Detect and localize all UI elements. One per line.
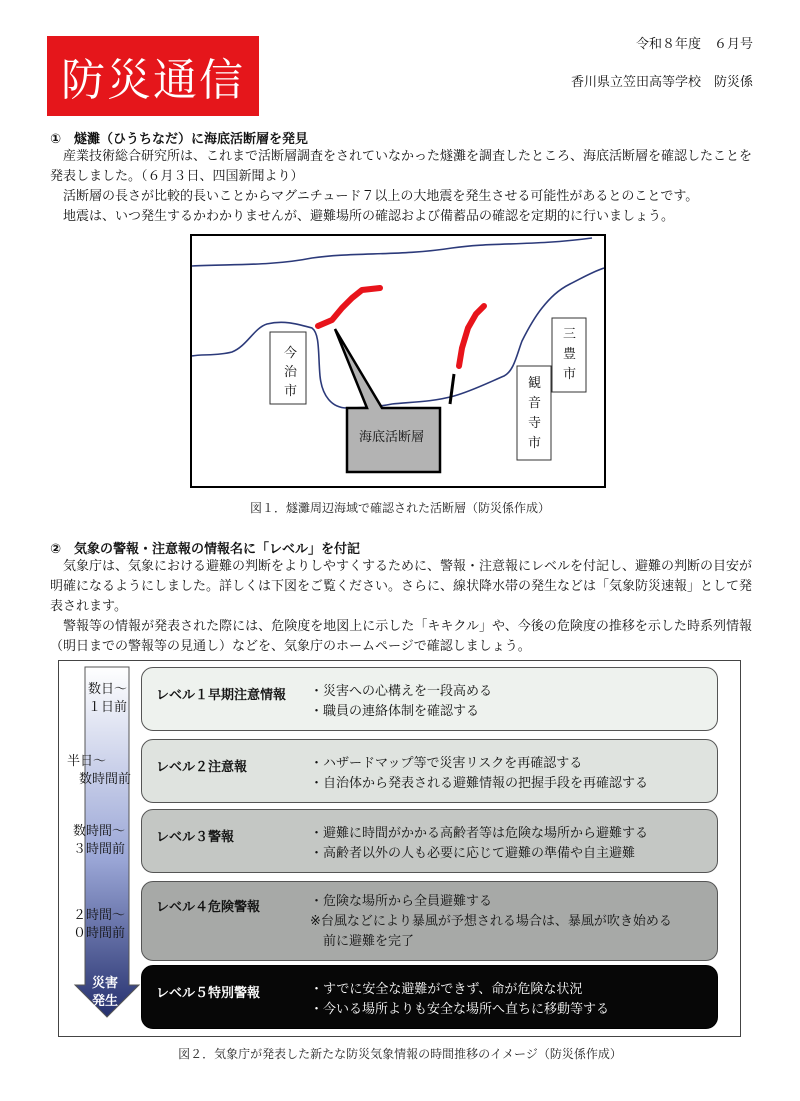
kanonji-label: 観音寺市 — [528, 376, 542, 451]
level-4-desc — [310, 892, 672, 952]
fault-line-east — [459, 306, 484, 366]
time-label-line: ２時間～ — [73, 908, 126, 923]
section2-body — [50, 557, 752, 657]
level-5-line: ・今いる場所よりも安全な場所へ直ちに移動等する — [310, 1002, 610, 1017]
toyo-label: 三豊市 — [563, 327, 577, 382]
issue-label: 令和８年度 ６月号 — [635, 37, 753, 52]
level-4-box — [141, 881, 718, 961]
level-1-line: ・職員の連絡体制を確認する — [310, 704, 480, 719]
time-label-4 — [73, 907, 143, 943]
time-label-line: 数時間～ — [73, 824, 126, 839]
title-banner — [47, 36, 259, 116]
fault-line-west — [318, 288, 380, 326]
level-2-box — [141, 739, 718, 803]
time-label-5 — [92, 975, 132, 1011]
level-4-line: ・危険な場所から全員避難する — [310, 894, 493, 909]
section2-paragraph: 気象庁は、気象における避難の判断をよりしやすくするために、警報・注意報にレベルを付記し、避難の判断の目安が明確になるようにしました。詳しくは下図をご覧ください。さらに、線状降水帯の発生などは「気象防災速報」として発表されます。 — [50, 559, 753, 614]
level-1-line: ・災害への心構えを一段高める — [310, 684, 493, 699]
level-1-desc — [310, 682, 492, 722]
level-2-line: ・自治体から発表される避難情報の把握手段を再確認する — [310, 776, 649, 791]
time-label-line: 数日～ — [87, 682, 127, 697]
section1-paragraph: 地震は、いつ発生するかわかりませんが、避難場所の確認および備蓄品の確認を定期的に行いましょう。 — [63, 209, 675, 224]
callout-pointer — [450, 374, 454, 404]
time-label-line: 数時間前 — [79, 772, 132, 787]
imabari-label: 今治市 — [284, 346, 298, 399]
level-5-box — [141, 965, 718, 1029]
section2-paragraph: 警報等の情報が発表された際には、危険度を地図上に示した「キキクル」や、今後の危険度の推移を示した時系列情報（明日までの警報等の見通し）などを、気象庁のホームページで確認しましょう。 — [50, 619, 752, 654]
figure2-caption: 図２．気象庁が発表した新たな防災気象情報の時間推移のイメージ（防災係作成） — [178, 1047, 622, 1061]
fault-map-figure — [190, 234, 606, 488]
time-label-3 — [73, 823, 143, 859]
section1-paragraph: 産業技術総合研究所は、これまで活断層調査をされていなかった燧灘を調査したところ、海底活断層を確認したことを発表しました。（６月３日、四国新聞より） — [50, 149, 753, 184]
section1-paragraph: 活断層の長さが比較的長いことからマグニチュード７以上の大地震を発生させる可能性があるとのことです。 — [63, 189, 699, 204]
newsletter-title: 防災通信 — [61, 55, 245, 106]
level-5-desc — [310, 980, 609, 1020]
time-label-line: １日前 — [87, 700, 127, 715]
level-5-line: ・すでに安全な避難ができず、命が危険な状況 — [310, 982, 583, 997]
level-3-line: ・避難に時間がかかる高齢者等は危険な場所から避難する — [310, 826, 649, 841]
school-label: 香川県立笠田高等学校 防災係 — [570, 75, 753, 90]
level-5-name: レベル５特別警報 — [156, 986, 261, 1001]
level-3-desc — [310, 824, 648, 864]
level-3-name: レベル３警報 — [156, 830, 235, 845]
level-1-box — [141, 667, 718, 731]
section2-title: ② 気象の警報・注意報の情報名に「レベル」を付記 — [50, 542, 361, 557]
time-label-line: 発生 — [92, 994, 119, 1009]
time-label-line: 半日～ — [67, 754, 107, 769]
level-1-name: レベル１早期注意情報 — [156, 688, 287, 703]
level-4-line: ※台風などにより暴風が予想される場合は、暴風が吹き始める — [310, 914, 672, 929]
level-4-line: 前に避難を完了 — [310, 934, 415, 949]
fault-map — [192, 236, 604, 486]
level-chart — [58, 660, 741, 1037]
time-label-line: 災害 — [92, 976, 119, 991]
level-2-line: ・ハザードマップ等で災害リスクを再確認する — [310, 756, 583, 771]
time-label-1 — [87, 681, 127, 717]
coastline-top — [192, 238, 592, 266]
level-2-desc — [310, 754, 648, 794]
time-label-2 — [67, 753, 137, 789]
fault-label: 海底活断層 — [359, 430, 425, 445]
figure1-caption: 図１．燧灘周辺海域で確認された活断層（防災係作成） — [249, 501, 550, 515]
section1-title: ① 燧灘（ひうちなだ）に海底活断層を発見 — [50, 132, 309, 147]
time-label-line: ０時間前 — [73, 926, 126, 941]
level-3-line: ・高齢者以外の人も必要に応じて避難の準備や自主避難 — [310, 846, 636, 861]
level-4-name: レベル４危険警報 — [156, 900, 261, 915]
level-2-name: レベル２注意報 — [156, 760, 248, 775]
level-3-box — [141, 809, 718, 873]
section1-body — [50, 147, 752, 227]
time-label-line: ３時間前 — [73, 842, 126, 857]
